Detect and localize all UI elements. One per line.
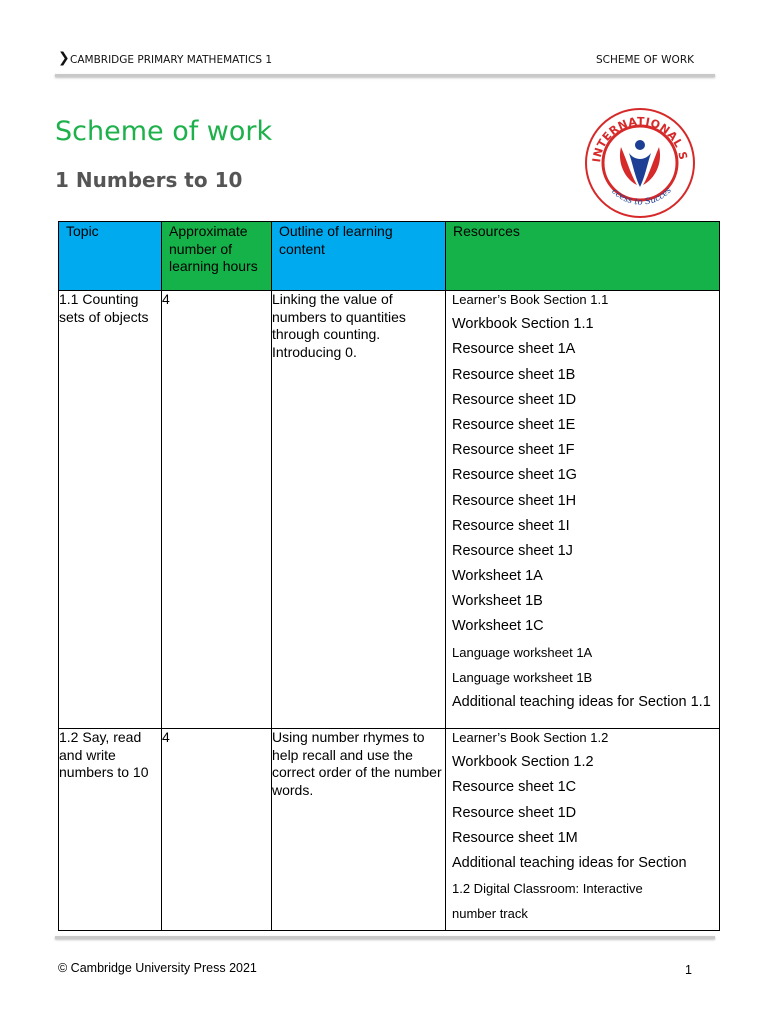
resource-item: Learner’s Book Section 1.2 bbox=[452, 730, 609, 745]
table-row bbox=[59, 729, 720, 931]
resource-item: Workbook Section 1.1 bbox=[452, 316, 594, 333]
unit-title: 1 Numbers to 10 bbox=[55, 168, 243, 192]
resource-item: Resource sheet 1G bbox=[452, 467, 577, 484]
svg-text:Access to Success: ccess to Succes bbox=[609, 185, 674, 208]
resource-item: Resource sheet 1F bbox=[452, 442, 575, 459]
header-section-title: SCHEME OF WORK bbox=[595, 54, 694, 66]
resource-item: Resource sheet 1D bbox=[452, 391, 577, 408]
header-hours: Approximate number of learning hours bbox=[162, 222, 272, 291]
scheme-of-work-table bbox=[58, 221, 720, 931]
running-header bbox=[58, 52, 698, 70]
resource-item: Worksheet 1C bbox=[452, 618, 544, 635]
resource-item: Resource sheet 1J bbox=[452, 542, 573, 559]
resource-item: Resource sheet 1H bbox=[452, 492, 577, 509]
resources-cell bbox=[446, 291, 720, 729]
header-topic: Topic bbox=[59, 222, 162, 291]
header-divider bbox=[55, 74, 715, 77]
table-row bbox=[59, 291, 720, 729]
resource-item: Resource sheet 1I bbox=[452, 517, 570, 534]
table-header-row bbox=[59, 222, 720, 291]
hours-cell: 4 bbox=[162, 729, 272, 931]
outline-cell: Using number rhymes to help recall and use the correct order of the number words. bbox=[272, 729, 446, 931]
resource-item: Worksheet 1A bbox=[452, 568, 543, 585]
resource-item: Language worksheet 1B bbox=[452, 669, 593, 685]
copyright-text: © Cambridge University Press 2021 bbox=[58, 961, 257, 975]
resource-item: Additional teaching ideas for Section bbox=[452, 854, 687, 871]
page-title: Scheme of work bbox=[55, 116, 273, 147]
header-book-title: CAMBRIDGE PRIMARY MATHEMATICS 1 bbox=[70, 54, 273, 66]
header-outline: Outline of learning content bbox=[272, 222, 446, 291]
school-logo bbox=[581, 105, 699, 221]
outline-cell: Linking the value of numbers to quantities through counting. Introducing 0. bbox=[272, 291, 446, 729]
resource-item: number track bbox=[452, 906, 528, 922]
topic-cell: 1.1 Counting sets of objects bbox=[59, 291, 162, 729]
resource-item: Language worksheet 1A bbox=[452, 644, 593, 660]
resource-item: 1.2 Digital Classroom: Interactive bbox=[452, 881, 643, 897]
hours-cell: 4 bbox=[162, 291, 272, 729]
resource-item: Resource sheet 1D bbox=[452, 804, 577, 821]
header-resources: Resources bbox=[446, 222, 720, 291]
resource-item: Resource sheet 1B bbox=[452, 366, 576, 383]
resource-item: Resource sheet 1C bbox=[452, 779, 577, 796]
resource-item: Resource sheet 1M bbox=[452, 829, 578, 846]
chevron-right-icon: ❯ bbox=[58, 50, 70, 66]
resource-item: Resource sheet 1A bbox=[452, 341, 576, 358]
footer-divider bbox=[55, 936, 715, 939]
resource-item: Worksheet 1B bbox=[452, 593, 543, 610]
page-number: 1 bbox=[685, 963, 692, 977]
resource-item: Additional teaching ideas for Section 1.1 bbox=[452, 694, 711, 710]
resource-item: Workbook Section 1.2 bbox=[452, 754, 594, 771]
resource-item: Resource sheet 1E bbox=[452, 416, 576, 433]
svg-text:LIGHT INTERNATIONAL SCHOOL: INTERNATIONAL S bbox=[590, 114, 690, 163]
resources-cell bbox=[446, 729, 720, 931]
resource-item: Learner’s Book Section 1.1 bbox=[452, 292, 609, 307]
topic-cell: 1.2 Say, read and write numbers to 10 bbox=[59, 729, 162, 931]
